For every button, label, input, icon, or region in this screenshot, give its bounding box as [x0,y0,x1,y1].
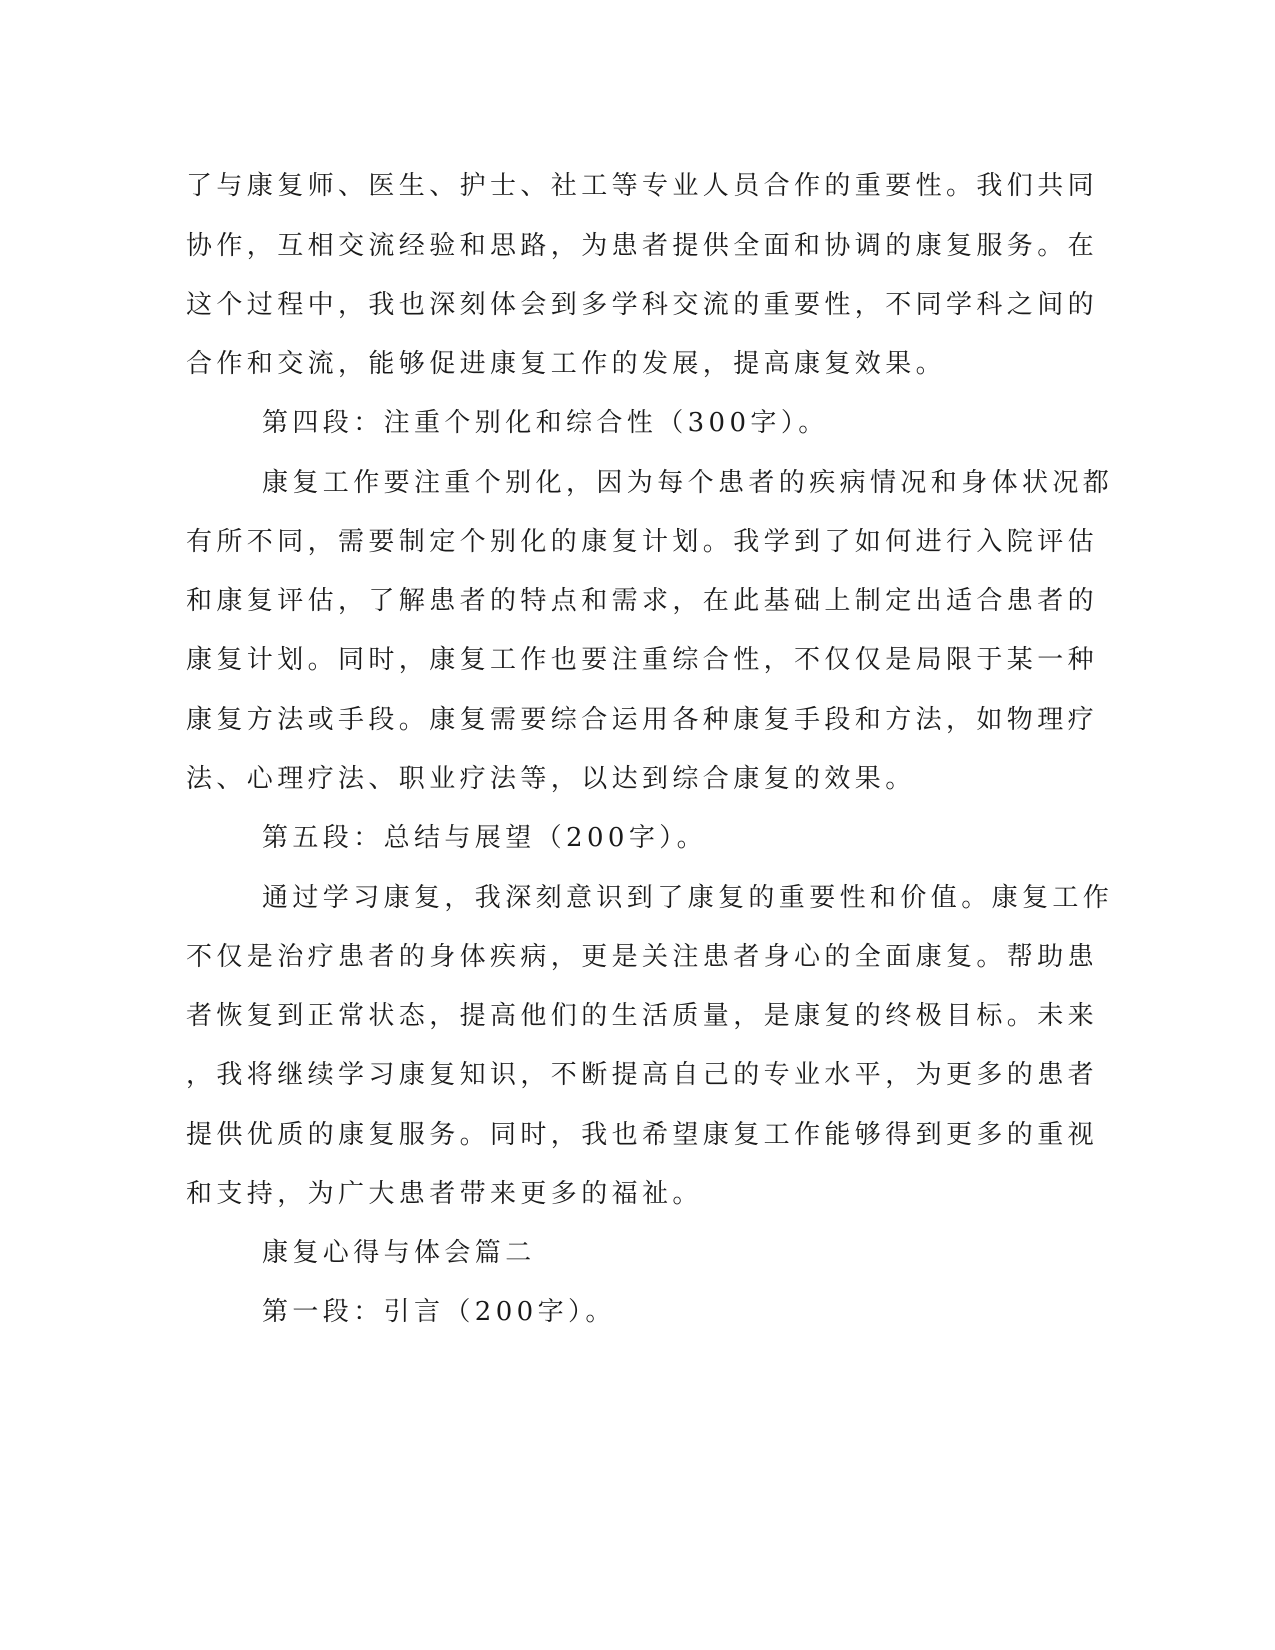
text-line: 和康复评估，了解患者的特点和需求，在此基础上制定出适合患者的 [186,586,1099,616]
paragraph-start-line: 通过学习康复，我深刻意识到了康复的重要性和价值。康复工作 [262,883,1114,913]
text-line: 康复计划。同时，康复工作也要注重综合性，不仅仅是局限于某一种 [186,645,1099,675]
text-line: 不仅是治疗患者的身体疾病，更是关注患者身心的全面康复。帮助患 [186,942,1099,972]
text-line: 和支持，为广大患者带来更多的福祉。 [186,1179,703,1209]
text-line: 合作和交流，能够促进康复工作的发展，提高康复效果。 [186,349,947,379]
text-line: 法、心理疗法、职业疗法等，以达到综合康复的效果。 [186,764,916,794]
paragraph-start-line: 康复工作要注重个别化，因为每个患者的疾病情况和身体状况都 [262,468,1114,498]
text-line: 者恢复到正常状态，提高他们的生活质量，是康复的终极目标。未来 [186,1001,1099,1031]
text-line: 协作，互相交流经验和思路，为患者提供全面和协调的康复服务。在 [186,231,1099,261]
section-heading: 第一段：引言（200字）。 [262,1297,616,1327]
text-line: 了与康复师、医生、护士、社工等专业人员合作的重要性。我们共同 [186,171,1099,201]
section-heading: 第五段：总结与展望（200字）。 [262,823,708,853]
text-line: 这个过程中，我也深刻体会到多学科交流的重要性，不同学科之间的 [186,290,1099,320]
section-heading: 第四段：注重个别化和综合性（300字）。 [262,408,829,438]
text-line: 有所不同，需要制定个别化的康复计划。我学到了如何进行入院评估 [186,527,1099,557]
text-line: 康复方法或手段。康复需要综合运用各种康复手段和方法，如物理疗 [186,705,1099,735]
article-title: 康复心得与体会篇二 [262,1238,536,1268]
text-line: ，我将继续学习康复知识，不断提高自己的专业水平，为更多的患者 [186,1060,1099,1090]
text-line: 提供优质的康复服务。同时，我也希望康复工作能够得到更多的重视 [186,1120,1099,1150]
